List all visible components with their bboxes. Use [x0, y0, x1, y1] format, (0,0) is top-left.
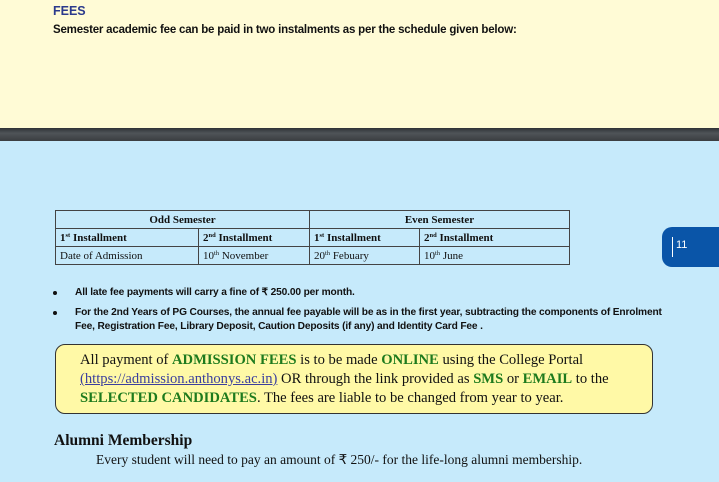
table-cell: 20th Febuary — [310, 247, 420, 265]
highlight-selected-candidates: SELECTED CANDIDATES — [80, 390, 257, 406]
bullet-icon — [53, 311, 57, 315]
column-header: 1st Installment — [310, 229, 420, 247]
table-group-row — [56, 211, 570, 229]
list-item — [53, 306, 663, 334]
table-row — [56, 247, 570, 265]
bullet-icon — [53, 291, 57, 295]
column-header: 2nd Installment — [420, 229, 570, 247]
note-text: All late fee payments will carry a fine of ₹ 250.00 per month. — [75, 287, 355, 298]
portal-link[interactable]: (https://admission.anthonys.ac.in) — [80, 371, 278, 387]
odd-semester-header: Odd Semester — [56, 211, 310, 229]
payment-notice-text: All payment of ADMISSION FEES is to be made ONLINE using the College Portal (https://admission.anthonys.ac.in) OR through the link provided as SMS or EMAIL to the SELECTED CANDIDATES. The fees are liable to be changed from year to year. — [80, 352, 609, 406]
note-text: For the 2nd Years of PG Courses, the annual fee payable will be as in the first year, subtracting the components of Enrolment Fee, Registration Fee, Library Deposit, Caution Deposits (if any) and Identity Card Fee . — [75, 307, 662, 332]
page-tab-bar — [672, 237, 673, 257]
table-cell: Date of Admission — [56, 247, 199, 265]
section-title: FEES — [53, 4, 86, 18]
highlight-email: EMAIL — [522, 371, 573, 387]
top-panel — [0, 0, 719, 128]
even-semester-header: Even Semester — [310, 211, 570, 229]
alumni-text: Every student will need to pay an amount of ₹ 250/- for the life-long alumni membership. — [96, 452, 583, 467]
table-header-row — [56, 229, 570, 247]
table-cell: 10th June — [420, 247, 570, 265]
page-number: 11 — [676, 239, 688, 251]
highlight-sms: SMS — [473, 371, 504, 387]
alumni-heading: Alumni Membership — [54, 432, 193, 449]
highlight-online: ONLINE — [381, 352, 439, 368]
table-cell: 10th November — [199, 247, 310, 265]
highlight-admission-fees: ADMISSION FEES — [172, 352, 297, 368]
payment-notice-box — [55, 344, 653, 414]
page-number-tab — [662, 227, 719, 267]
intro-text: Semester academic fee can be paid in two instalments as per the schedule given below: — [53, 24, 517, 36]
notes-list — [53, 286, 663, 340]
list-item — [53, 286, 663, 300]
column-header: 2nd Installment — [199, 229, 310, 247]
section-divider — [0, 128, 719, 141]
column-header: 1st Installment — [56, 229, 199, 247]
installment-schedule-table — [55, 210, 570, 265]
